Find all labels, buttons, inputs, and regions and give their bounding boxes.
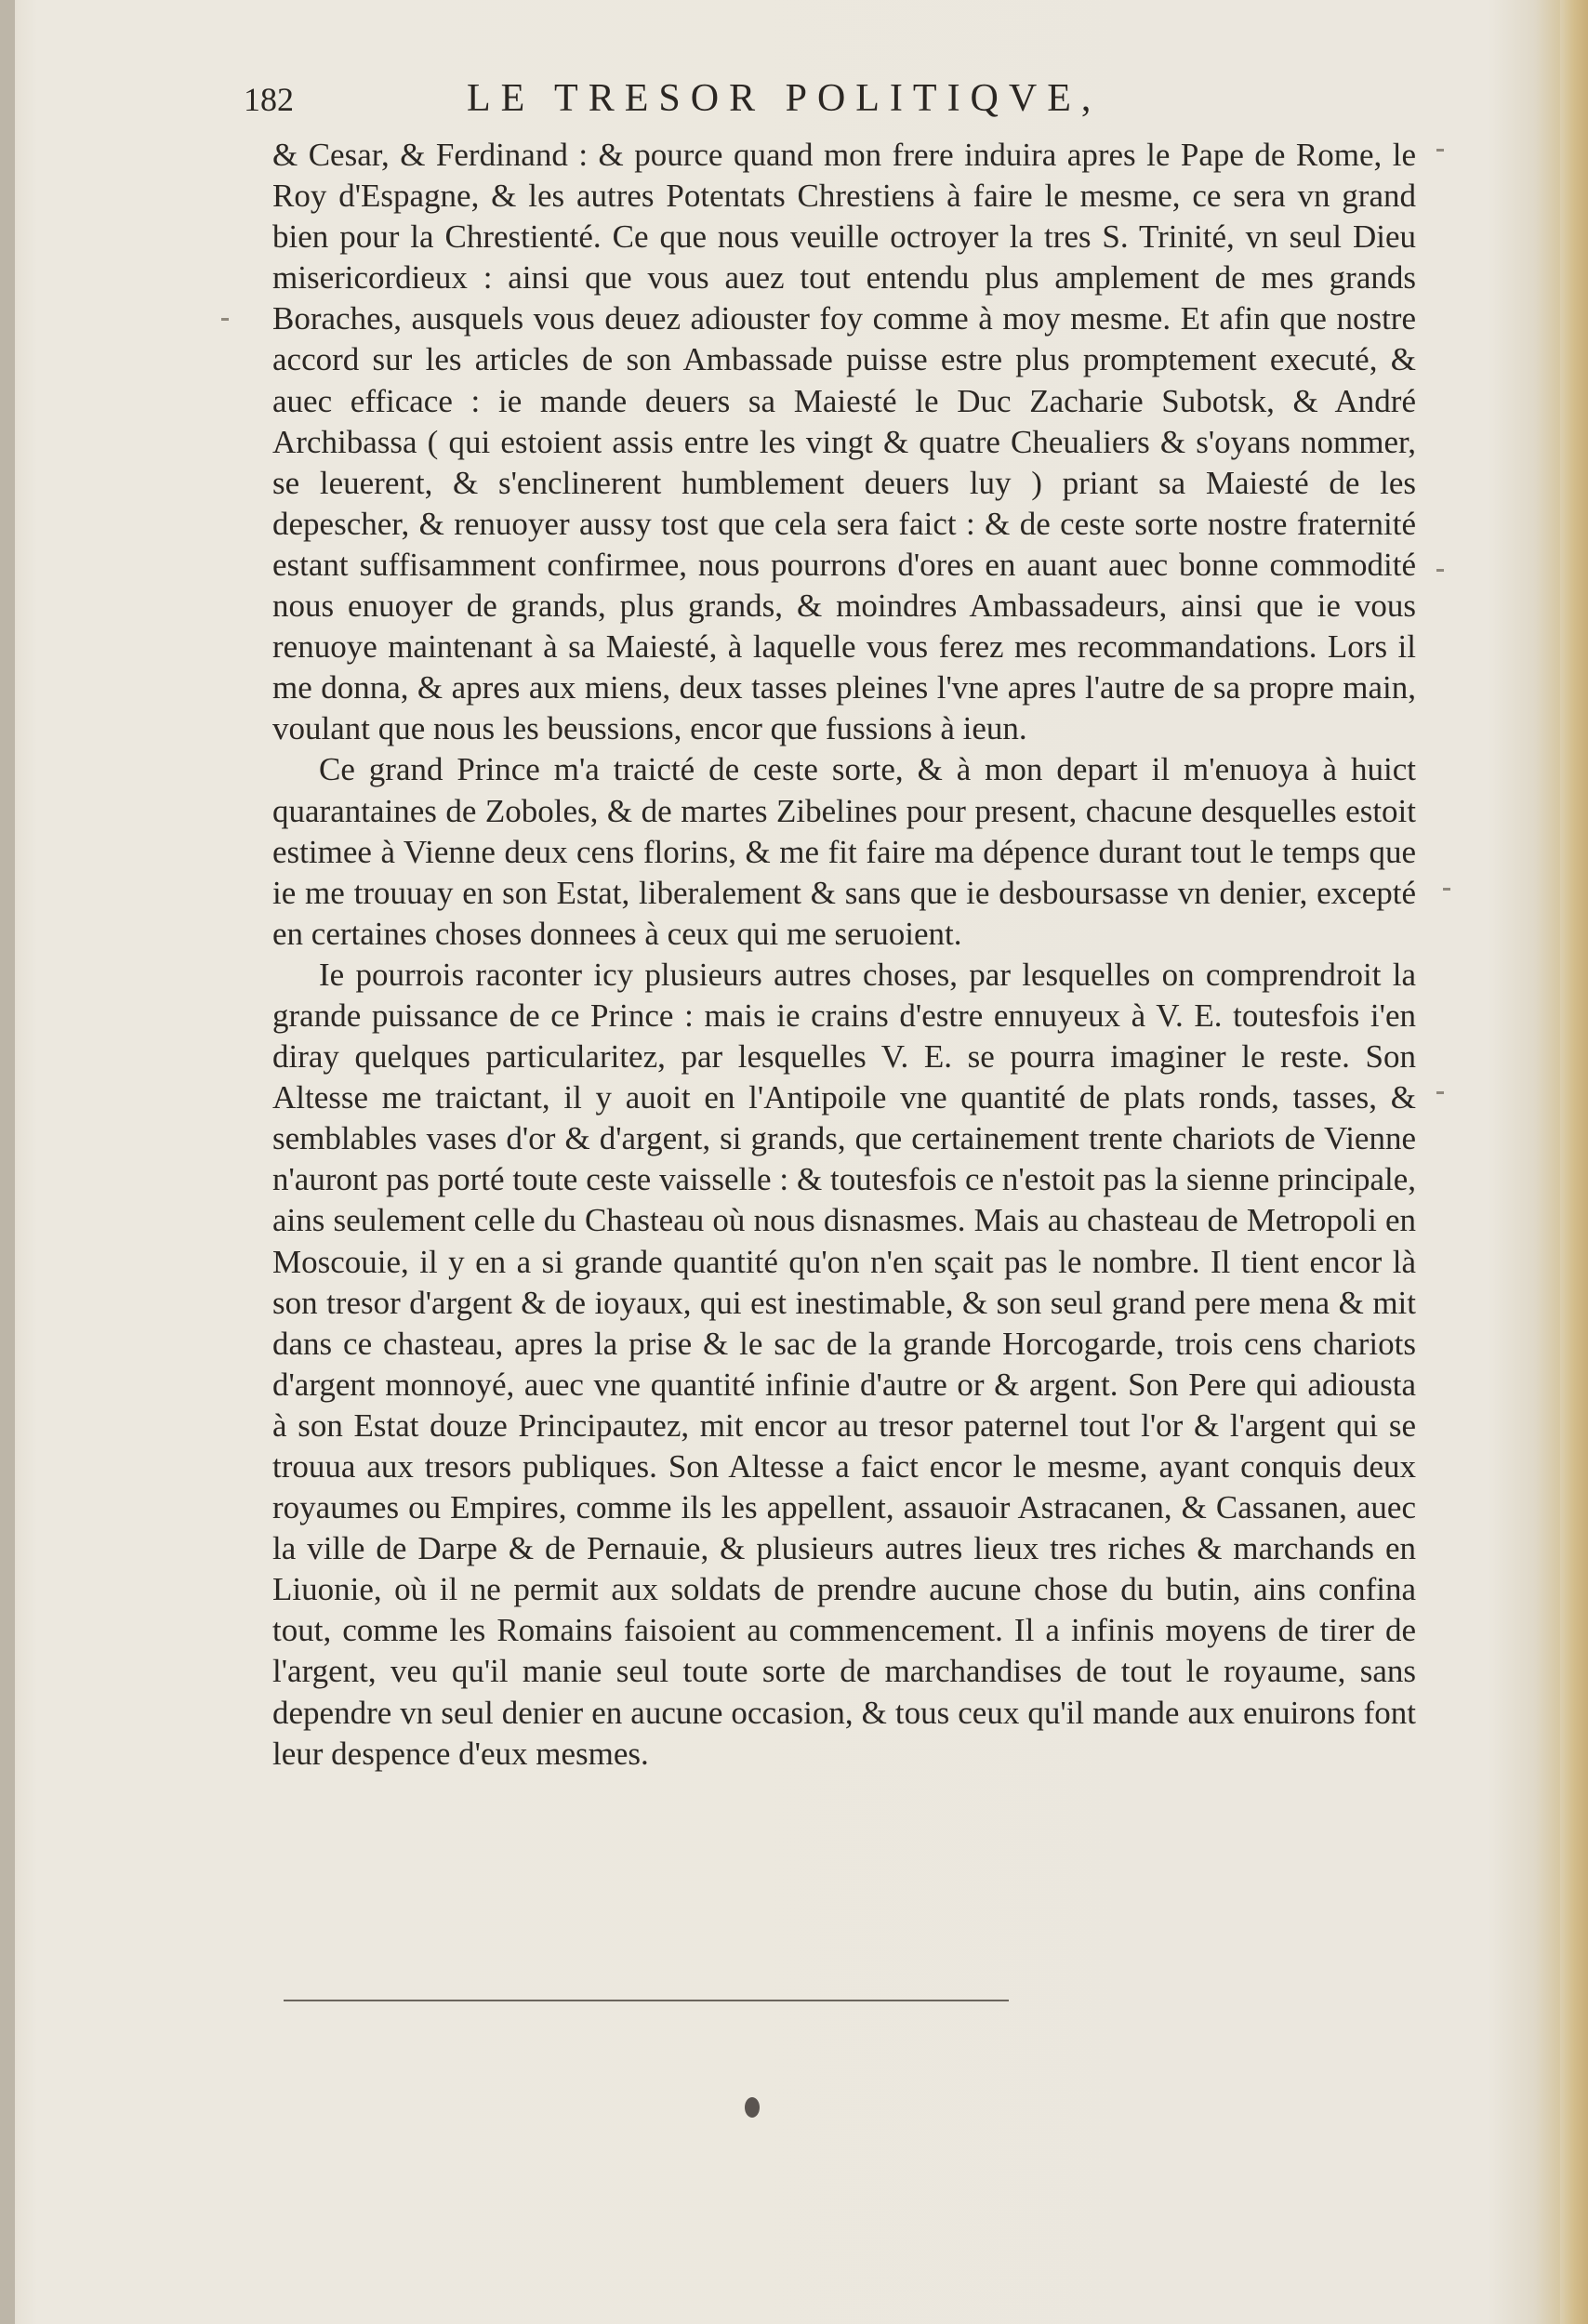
margin-mark: [221, 318, 229, 321]
page-header: [244, 76, 1220, 132]
paragraph: & Cesar, & Ferdinand : & pource quand mon frere induira apres le Pape de Rome, le Roy d'Espagne, & les autres Potentats Chrestiens à faire le mesme, ce sera vn grand bien pour la Chrestienté. Ce que nous veuille octroyer la tres S. Trinité, vn seul Dieu misericordieux : ainsi que vous auez tout entendu plus amplement de mes grands Boraches, ausquels vous deuez adiouster foy comme à moy mesme. Et afin que nostre accord sur les articles de son Ambassade puisse estre plus promptement executé, & auec efficace : ie mande deuers sa Maiesté le Duc Zacharie Subotsk, & André Archibassa ( qui estoient assis entre les vingt & quatre Cheualiers & s'oyans nommer, se leuerent, & s'enclinerent humblement deuers luy ) priant sa Maiesté de les depescher, & renuoyer aussy tost que cela sera faict : & de ceste sorte nostre fraternité estant suffisamment confirmee, nous pourrons d'ores en auant auec bonne commodité nous enuoyer de grands, plus grands, & moindres Ambassadeurs, ainsi que ie vous renuoye maintenant à sa Maiesté, à laquelle vous ferez mes recommandations. Lors il me donna, & apres aux miens, deux tasses pleines l'vne apres l'autre de sa propre main, voulant que nous les beussions, encor que fussions à ieun.: [272, 137, 1416, 747]
body-text: [272, 135, 1416, 1775]
page-fore-edge: [1560, 0, 1588, 2324]
margin-mark: [1436, 1091, 1444, 1094]
page-gutter-edge: [0, 0, 15, 2324]
margin-mark: [1436, 569, 1444, 572]
paragraph: Ie pourrois raconter icy plusieurs autres choses, par lesquelles on comprendroit la grande puissance de ce Prince : mais ie crains d'estre ennuyeux à V. E. toutesfois i'en diray quelques particularitez, par lesquelles V. E. se pourra imaginer le reste. Son Altesse me traictant, il y auoit en l'Antipoile vne quantité de plats ronds, tasses, & semblables vases d'or & d'argent, si grands, que certainement trente chariots de Vienne n'auront pas porté toute ceste vaisselle : & toutesfois ce n'estoit pas la sienne principale, ains seulement celle du Chasteau où nous disnasmes. Mais au chasteau de Metropoli en Moscouie, il y en a si grande quantité qu'on n'en sçait pas le nombre. Il tient encor là son tresor d'argent & de ioyaux, qui est inestimable, & son seul grand pere mena & mit dans ce chasteau, apres la prise & le sac de la grande Horcogarde, trois cens chariots d'argent monnoyé, auec vne quantité infinie d'autre or & argent. Son Pere qui adiousta à son Estat douze Principautez, mit encor au tresor paternel tout l'or & l'argent qui se trouua aux tresors publiques. Son Altesse a faict encor le mesme, ayant conquis deux royaumes ou Empires, comme ils les appellent, assauoir Astracanen, & Cassanen, auec la ville de Darpe & de Pernauie, & plusieurs autres lieux tres riches & marchands en Liuonie, où il ne permit aux soldats de prendre aucune chose du butin, ains confina tout, comme les Romains faisoient au commencement. Il a infinis moyens de tirer de l'argent, veu qu'il manie seul toute sorte de marchandises de tout le royaume, sans dependre vn seul denier en aucune occasion, & tous ceux qu'il mande aux enuirons font leur despence d'eux mesmes.: [272, 956, 1416, 1772]
page-number: 182: [244, 81, 294, 118]
end-rule: [284, 2000, 1009, 2001]
running-title: LE TRESOR POLITIQVE,: [467, 77, 1102, 120]
ink-blot: [745, 2097, 760, 2118]
paragraph: Ce grand Prince m'a traicté de ceste sorte, & à mon depart il m'enuoya à huict quarantaines de Zoboles, & de martes Zibelines pour present, chacune desquelles estoit estimee à Vienne deux cens florins, & me fit faire ma dépence durant tout le temps que ie me trouuay en son Estat, liberalement & sans que ie desboursasse vn denier, excepté en certaines choses donnees à ceux qui me seruoient.: [272, 751, 1416, 952]
margin-mark: [1436, 149, 1444, 152]
margin-mark: [1443, 888, 1450, 891]
